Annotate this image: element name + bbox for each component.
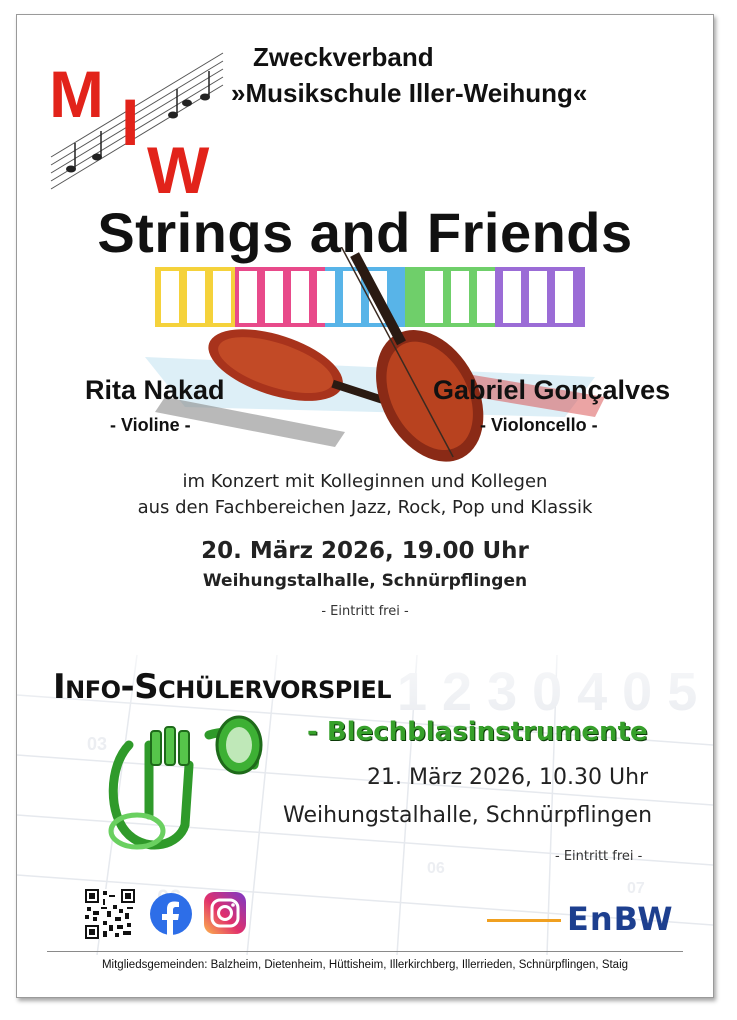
concert-date-time: 20. März 2026, 19.00 Uhr: [201, 538, 529, 564]
enbw-logo-bar: [487, 919, 561, 922]
student-event-title: Info-Schülervorspiel: [53, 667, 392, 707]
qr-code-icon[interactable]: [85, 889, 135, 939]
facebook-icon[interactable]: [149, 892, 193, 936]
concert-venue: Weihungstalhalle, Schnürpflingen: [202, 571, 528, 591]
svg-text:M: M: [49, 57, 104, 131]
tuba-icon: [89, 705, 269, 855]
performer-2-instrument: - Violoncello -: [480, 415, 598, 435]
concert-title: Strings and Friends: [97, 201, 633, 264]
student-event-admission: - Eintritt frei -: [555, 849, 643, 864]
concert-admission: - Eintritt frei -: [321, 604, 409, 619]
poster: [16, 14, 714, 998]
organization-line-1: Zweckverband: [253, 42, 434, 72]
concert-description-line-2: aus den Fachbereichen Jazz, Rock, Pop und Klassik: [137, 497, 593, 518]
performer-1-name: Rita Nakad: [85, 375, 225, 405]
enbw-logo-text: EnBW: [567, 900, 674, 938]
miw-logo: [47, 45, 227, 210]
svg-text:I: I: [121, 85, 140, 159]
concert-description-line-1: im Konzert mit Kolleginnen und Kollegen: [182, 471, 548, 492]
enbw-logo: [487, 900, 677, 940]
student-event-venue: Weihungstalhalle, Schnürpflingen: [283, 803, 653, 828]
student-event-subtitle: - Blechblasinstrumente: [307, 717, 648, 747]
instagram-icon[interactable]: [204, 892, 246, 934]
organization-line-2: »Musikschule Iller-Weihung«: [231, 78, 588, 108]
footer-divider: [47, 951, 683, 952]
student-event-date-time: 21. März 2026, 10.30 Uhr: [367, 765, 649, 790]
member-municipalities: Mitgliedsgemeinden: Balzheim, Dietenheim, Hüttisheim, Illerkirchberg, Illerrieden, Schnürpflingen, Staig: [101, 959, 629, 971]
performer-1-instrument: - Violine -: [110, 415, 191, 435]
performer-2-name: Gabriel Gonçalves: [433, 375, 671, 405]
svg-text:W: W: [147, 133, 210, 207]
